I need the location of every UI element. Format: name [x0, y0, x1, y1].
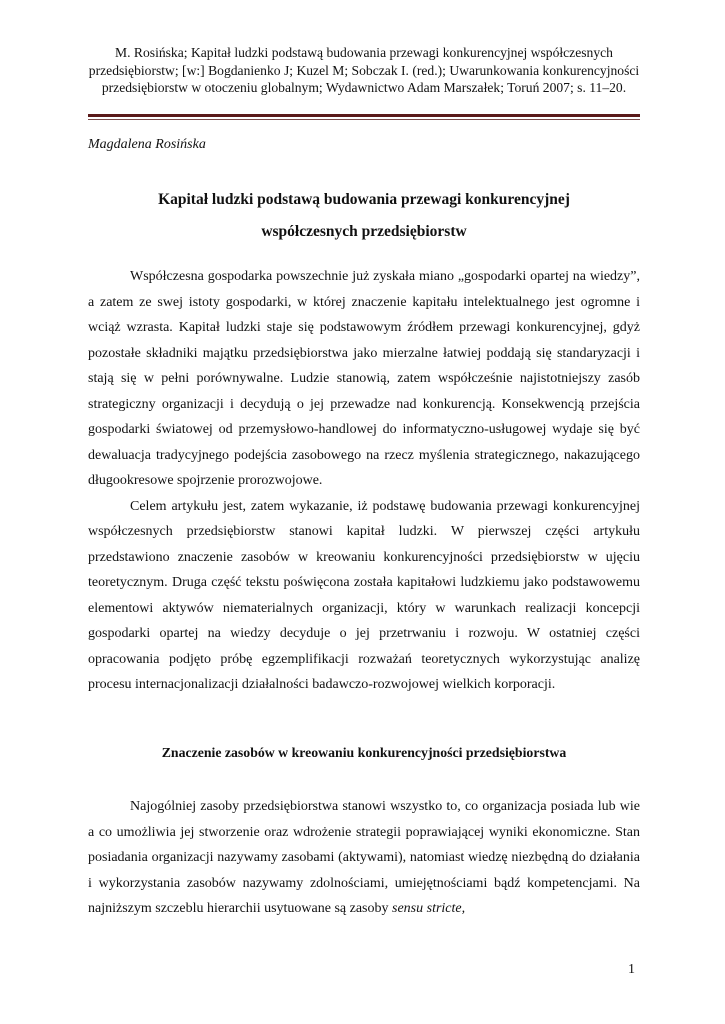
header-rule-thick	[88, 114, 640, 117]
intro-paragraph-1: Współczesna gospodarka powszechnie już zyskała miano „gospodarki opartej na wiedzy”, a zatem ze swej istoty gospodarki, w której znaczenie kapitału intelektualnego jest ogromne i wciąż wzrasta. Kapitał ludzki staje się podstawowym źródłem przewagi konkurencyjnej, gdyż pozostałe składniki majątku przedsiębiorstwa jako mierzalne łatwiej poddają się standaryzacji i stają się w pełni porównywalne. Ludzie stanowią, zatem współcześnie najistotniejszy zasób strategiczny organizacji i decydują o jej przewadze nad konkurencją. Konsekwencją przejścia gospodarki światowej od przemysłowo-handlowej do informatyczno-usługowej wydaje się być dewaluacja tradycyjnego podejścia zasobowego na rzecz myślenia strategicznego, nakazującego długookresowe spojrzenie prorozwojowe.	[88, 269, 640, 488]
title-line-1: Kapitał ludzki podstawą budowania przewagi konkurencyjnej	[158, 191, 570, 208]
intro-section	[88, 264, 640, 698]
title-line-2: współczesnych przedsiębiorstw	[261, 223, 467, 240]
section-heading: Znaczenie zasobów w kreowaniu konkurencyjności przedsiębiorstwa	[161, 745, 567, 760]
section-1-body	[88, 794, 640, 922]
author-name: Magdalena Rosińska	[88, 137, 206, 152]
citation-header: M. Rosińska; Kapitał ludzki podstawą budowania przewagi konkurencyjnej współczesnych przedsiębiorstw; [w:] Bogdanienko J; Kuzel M; Sobczak I. (red.); Uwarunkowania konkurencyjności przedsiębiorstw w otoczeniu globalnym; Wydawnictwo Adam Marszałek; Toruń 2007; s. 11–20.	[88, 45, 640, 95]
intro-paragraph-2: Celem artykułu jest, zatem wykazanie, iż podstawę budowania przewagi konkurencyjnej współczesnych przedsiębiorstw stanowi kapitał ludzki. W pierwszej części artykułu przedstawiono znaczenie zasobów w kreowaniu konkurencyjności przedsiębiorstw w ujęciu teoretycznym. Druga część tekstu poświęcona została kapitałowi ludzkiemu jako podstawowemu elementowi aktywów niematerialnych organizacji, który w warunkach realizacji koncepcji gospodarki opartej na wiedzy decyduje o jej przetrwaniu i rozwoju. W ostatniej części opracowania podjęto próbę egzemplifikacji rozważań teoretycznych wykorzystując analizę procesu internacjonalizacji działalności badawczo-rozwojowej wielkich korporacji.	[88, 498, 640, 692]
header-rule-thin	[88, 119, 640, 120]
paragraph-text: Najogólniej zasoby przedsiębiorstwa stanowi wszystko to, co organizacja posiada lub wie a co umożliwia jej stworzenie oraz wdrożenie strategii poprawiającej wyniki ekonomiczne. Stan posiadania organizacji nazywamy zasobami (aktywami), natomiast wiedzę niezbędną do działania i wykorzystania zasobów nazywamy zdolnościami, umiejętnościami bądź kompetencjami. Na najniższym szczeblu hierarchii usytuowane są zasoby	[88, 799, 640, 916]
section-1-paragraph-1	[88, 794, 640, 922]
page-number: 1	[628, 962, 635, 977]
italic-term: sensu stricte,	[392, 901, 466, 916]
article-title	[88, 184, 640, 248]
